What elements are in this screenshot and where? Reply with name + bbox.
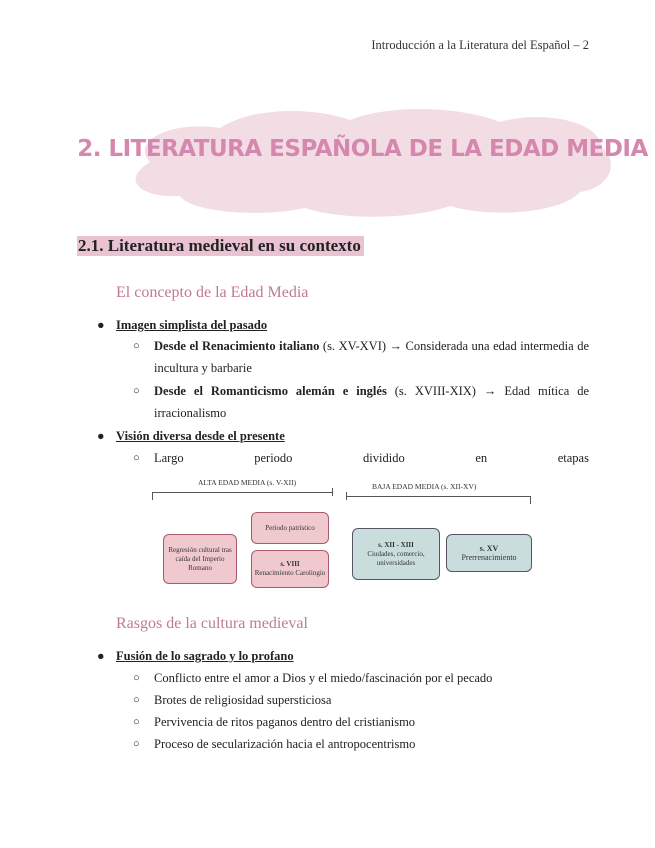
box-siglo-xv bbox=[446, 534, 532, 572]
list-item bbox=[133, 711, 589, 733]
box-text: Ciudades, comercio, universidades bbox=[367, 549, 425, 567]
bracket-tick bbox=[346, 492, 347, 500]
box-title: s. XV bbox=[479, 544, 499, 553]
alta-bracket-line bbox=[152, 492, 332, 493]
list-item-romanticismo bbox=[133, 380, 589, 424]
bracket-tick bbox=[152, 492, 153, 500]
bullet-label: Fusión de lo sagrado y lo profano bbox=[116, 649, 294, 663]
circle-bullet-icon: ○ bbox=[133, 716, 140, 728]
circle-bullet-icon: ○ bbox=[133, 672, 140, 684]
word: etapas bbox=[557, 451, 589, 465]
circle-bullet-icon: ○ bbox=[133, 694, 140, 706]
item-bold: Desde el Renacimiento italiano bbox=[154, 339, 320, 353]
baja-edad-media-label: BAJA EDAD MEDIA (s. XII-XV) bbox=[372, 482, 477, 491]
circle-bullet-icon: ○ bbox=[133, 385, 140, 397]
bullet-dot-icon: ● bbox=[97, 429, 105, 443]
word: dividido bbox=[363, 451, 405, 465]
list-item bbox=[133, 733, 589, 755]
circle-bullet-icon: ○ bbox=[133, 452, 140, 464]
running-header: Introducción a la Literatura del Español – 2 bbox=[371, 38, 589, 52]
list-item bbox=[133, 667, 589, 689]
box-periodo-patristico bbox=[251, 512, 329, 544]
bracket-tick bbox=[332, 488, 333, 496]
baja-bracket-line bbox=[346, 496, 530, 497]
timeline-diagram bbox=[150, 478, 535, 588]
item-bold: Desde el Romanticismo alemán e inglés bbox=[154, 384, 387, 398]
box-text: Prerrenacimiento bbox=[461, 553, 517, 562]
circle-bullet-icon: ○ bbox=[133, 340, 140, 352]
box-regresion-cultural bbox=[163, 534, 237, 584]
box-text: Renacimiento Carolingio bbox=[254, 569, 326, 577]
box-siglo-viii bbox=[251, 550, 329, 588]
item-text: Pervivencia de ritos paganos dentro del cristianismo bbox=[154, 715, 416, 729]
section-title: 2.1. Literatura medieval en su contexto bbox=[77, 236, 364, 256]
item-text: (s. XV-XVI) → Considerada una edad intermedia de incultura y barbarie bbox=[154, 339, 589, 375]
word: en bbox=[475, 451, 488, 465]
box-siglo-xii-xiii bbox=[352, 528, 440, 580]
item-text: Proceso de secularización hacia el antropocentrismo bbox=[154, 737, 416, 751]
bullet-label: Imagen simplista del pasado bbox=[116, 318, 268, 332]
box-text: Periodo patrístico bbox=[265, 523, 315, 532]
list-item bbox=[133, 689, 589, 711]
bullet-label: Visión diversa desde el presente bbox=[116, 429, 285, 443]
word: periodo bbox=[254, 451, 293, 465]
item-text: Conflicto entre el amor a Dios y el miedo/fascinación por el pecado bbox=[154, 671, 493, 685]
concept-heading: El concepto de la Edad Media bbox=[116, 284, 309, 301]
traits-heading: Rasgos de la cultura medieval bbox=[116, 615, 308, 632]
item-text: Brotes de religiosidad supersticiosa bbox=[154, 693, 332, 707]
bullet-dot-icon: ● bbox=[97, 649, 105, 663]
circle-bullet-icon: ○ bbox=[133, 738, 140, 750]
box-title: s. XII - XIII bbox=[378, 540, 414, 549]
list-item-renacimiento bbox=[133, 335, 589, 379]
bullet-dot-icon: ● bbox=[97, 318, 105, 332]
item-text: (s. XVIII-XIX) → Edad mítica de irracionalismo bbox=[154, 384, 589, 420]
box-title: s. VIII bbox=[280, 560, 300, 568]
alta-edad-media-label: ALTA EDAD MEDIA (s. V-XII) bbox=[198, 478, 297, 487]
bracket-tick bbox=[530, 496, 531, 504]
list-item-largo-periodo bbox=[133, 447, 589, 469]
box-text: Regresión cultural tras caída del Imperio Romano bbox=[168, 545, 232, 572]
word: Largo bbox=[154, 451, 184, 465]
chapter-title: 2. LITERATURA ESPAÑOLA DE LA EDAD MEDIA bbox=[77, 136, 648, 162]
